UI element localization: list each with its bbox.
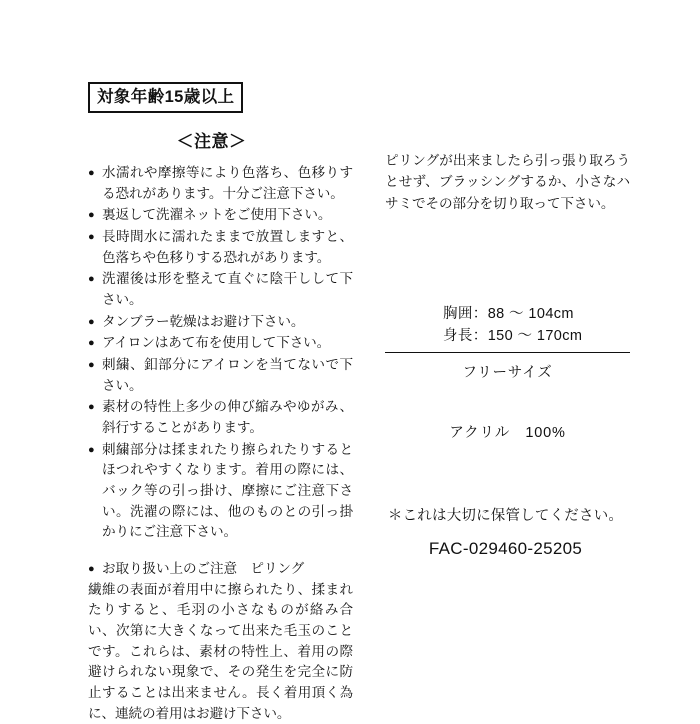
bust-measurement: 胸囲：88 ～ 104cm bbox=[443, 306, 574, 323]
piling-care-heading: ● お取り扱い上のご注意 ピリング bbox=[88, 559, 353, 580]
caution-heading: ＜注意＞ bbox=[176, 132, 247, 152]
right-column bbox=[385, 150, 630, 559]
spec-divider bbox=[385, 352, 630, 353]
age-restriction-box: 対象年齢15歳以上 bbox=[88, 82, 243, 113]
piling-removal-note: ピリングが出来ましたら引っ張り取ろうとせず、ブラッシングするか、小さなハサミでその部分を切り取って下さい。 bbox=[385, 153, 630, 211]
list-item: ● 刺繍部分は揉まれたり擦られたりするとほつれやすくなります。着用の際には、バック等の引っ掛け、摩擦にご注意下さい。洗濯の際には、他のものとの引っ掛かりにご注意下さい。 bbox=[88, 440, 353, 543]
list-item: ● 刺繍、釦部分にアイロンを当てないで下さい。 bbox=[88, 355, 353, 396]
material-composition: アクリル 100% bbox=[449, 424, 566, 441]
piling-care-note bbox=[88, 559, 353, 724]
keep-label-note: ＊これは大切に保管してください。 bbox=[387, 507, 624, 524]
size-label: フリーサイズ bbox=[462, 364, 553, 381]
left-column bbox=[88, 82, 353, 724]
piling-care-body: 繊維の表面が着用中に擦られたり、揉まれたりすると、毛羽の小さなものが絡み合い、次第に大きくなって出来た毛玉のことです。これらは、素材の特性上、着用の際避けられない現象で、その発生を完全に防止することは出来ません。長く着用頂く為に、連続の着用はお避け下さい。 bbox=[88, 581, 353, 721]
list-item: ● タンブラー乾燥はお避け下さい。 bbox=[88, 312, 353, 333]
list-item: ● アイロンはあて布を使用して下さい。 bbox=[88, 333, 353, 354]
list-item: ● 洗濯後は形を整えて直ぐに陰干しして下さい。 bbox=[88, 269, 353, 310]
list-item: ● 水濡れや摩擦等により色落ち、色移りする恐れがあります。十分ご注意下さい。 bbox=[88, 163, 353, 204]
size-spec-block bbox=[385, 304, 630, 442]
caution-bullet-list bbox=[88, 163, 353, 543]
list-item: ● 素材の特性上多少の伸び縮みやゆがみ、斜行することがあります。 bbox=[88, 397, 353, 438]
fac-code: FAC-029460-25205 bbox=[428, 538, 583, 558]
height-measurement: 身長：150 ～ 170cm bbox=[443, 328, 583, 345]
list-item: ● 長時間水に濡れたままで放置しますと、色落ちや色移りする恐れがあります。 bbox=[88, 227, 353, 268]
list-item: ● 裏返して洗濯ネットをご使用下さい。 bbox=[88, 205, 353, 226]
